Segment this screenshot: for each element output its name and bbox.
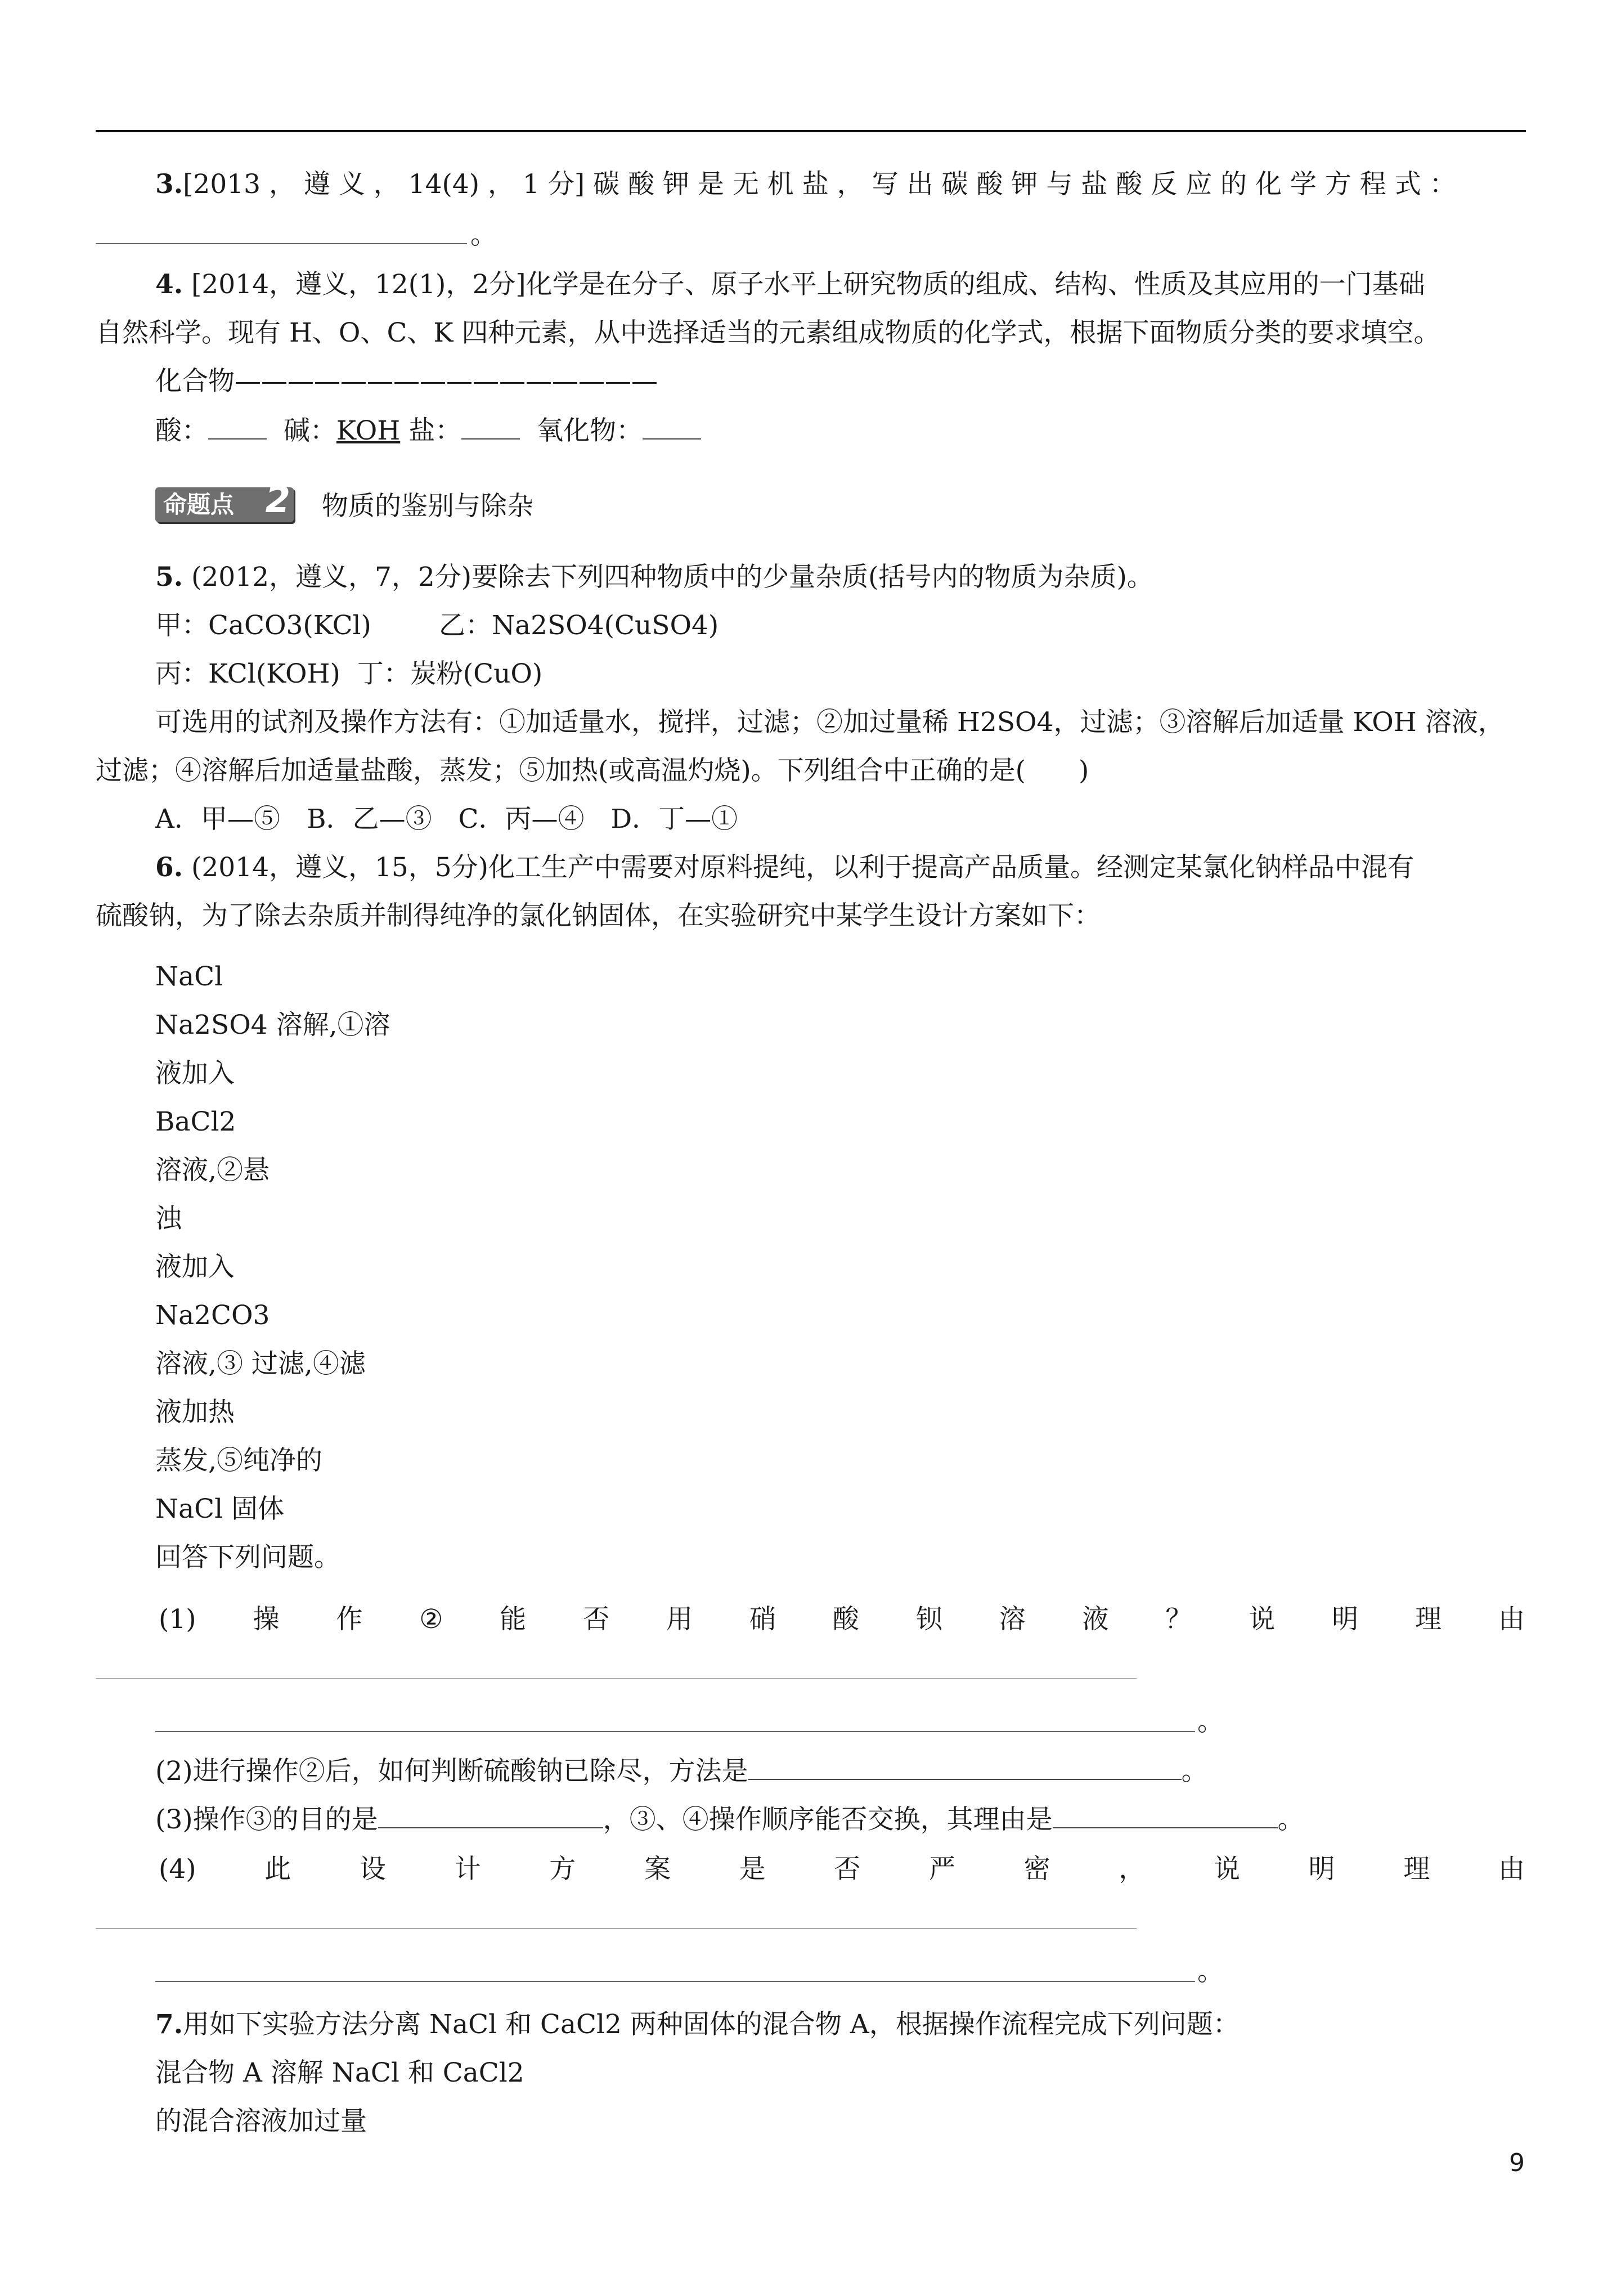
q5-item-jia: 甲：CaCO3(KCl) bbox=[155, 610, 371, 641]
q6-sub3-blank-2[interactable] bbox=[1053, 1806, 1278, 1828]
q6-flow-step: NaCl 固体 bbox=[155, 1494, 285, 1524]
q6-flow-step: 液加入 bbox=[155, 1252, 235, 1282]
q3-period: 。 bbox=[470, 219, 497, 250]
q4-line2: 自然科学。现有 H、O、C、K 四种元素，从中选择适当的元素组成物质的化学式，根据下面物质分类的要求填空。 bbox=[96, 317, 1440, 348]
q5-methods-line2: 过滤；④溶解后加适量盐酸，蒸发；⑤加热(或高温灼烧)。下列组合中正确的是( ) bbox=[96, 755, 1089, 786]
q3-line1: 3.[2013 ， 遵 义 ， 14(4) ， 1 分] 碳 酸 钾 是 无 机 盐 ， 写 出 碳 酸 钾 与 盐 酸 反 应 的 化 学 方 程 式 ： bbox=[155, 169, 1456, 200]
q6-sub3: (3)操作③的目的是 ，③、④操作顺序能否交换，其理由是 。 bbox=[155, 1804, 1304, 1835]
q6-flow-step: BaCl2 bbox=[155, 1106, 236, 1137]
q6-line1: 6. (2014，遵义，15，5分)化工生产中需要对原料提纯，以利于提高产品质量。经测定某氯化钠样品中混有 bbox=[155, 852, 1415, 883]
q6-sub2-blank[interactable] bbox=[748, 1757, 1182, 1780]
q6-sub1-blank-2[interactable] bbox=[155, 1731, 1195, 1732]
section-title: 物质的鉴别与除杂 bbox=[322, 491, 533, 522]
q7-line3: 的混合溶液加过量 bbox=[155, 2106, 367, 2137]
oxide-blank[interactable] bbox=[643, 417, 701, 440]
q6-flow-step: 溶液,③ 过滤,④滤 bbox=[155, 1348, 366, 1379]
header-rule bbox=[96, 130, 1526, 132]
q6-sub1-period: 。 bbox=[1197, 1706, 1224, 1737]
q5-item-yi: 乙：Na2SO4(CuSO4) bbox=[439, 610, 719, 641]
q6-flow-step: Na2CO3 bbox=[155, 1300, 270, 1331]
q6-sub2: (2)进行操作②后，如何判断硫酸钠已除尽，方法是 。 bbox=[155, 1756, 1208, 1787]
q5-options: A．甲—⑤ B．乙—③ C．丙—④ D．丁—① bbox=[155, 804, 738, 835]
q6-sub4: (4) 此 设 计 方 案 是 否 严 密 ， 说 明 理 由 bbox=[159, 1854, 1525, 1885]
q6-sub4-period: 。 bbox=[1197, 1956, 1224, 1987]
q7-line1: 7.用如下实验方法分离 NaCl 和 CaCl2 两种固体的混合物 A，根据操作流程完成下列问题： bbox=[155, 2009, 1240, 2040]
q6-flow-step: NaCl bbox=[155, 961, 223, 992]
q7-line2: 混合物 A 溶解 NaCl 和 CaCl2 bbox=[155, 2057, 524, 2088]
acid-blank[interactable] bbox=[208, 417, 267, 440]
q6-sub1-blank-1[interactable] bbox=[96, 1678, 1137, 1679]
q4-line1: 4. [2014，遵义，12(1)，2分]化学是在分子、原子水平上研究物质的组成、结构、性质及其应用的一门基础 bbox=[155, 269, 1425, 300]
salt-blank[interactable] bbox=[461, 417, 520, 440]
q6-sub4-blank-2[interactable] bbox=[155, 1981, 1195, 1982]
q6-sub4-blank-1[interactable] bbox=[96, 1928, 1137, 1929]
q6-sub1: (1) 操 作 ② 能 否 用 硝 酸 钡 溶 液 ？ 说 明 理 由 bbox=[159, 1604, 1525, 1635]
q5-line1: 5. (2012，遵义，7，2分)要除去下列四种物质中的少量杂质(括号内的物质为杂质)。 bbox=[155, 562, 1153, 593]
q6-flow-step: 浊 bbox=[155, 1203, 182, 1234]
q6-flow-step: 蒸发,⑤纯净的 bbox=[155, 1445, 322, 1476]
q6-flow-step: 液加热 bbox=[155, 1397, 235, 1428]
q5-items-bing-ding: 丙：KCl(KOH) 丁：炭粉(CuO) bbox=[155, 658, 543, 689]
q6-flow-step: 溶液,②悬 bbox=[155, 1155, 270, 1186]
page-number: 9 bbox=[1509, 2149, 1525, 2177]
q6-prompt: 回答下列问题。 bbox=[155, 1542, 340, 1573]
q6-flow-step: 液加入 bbox=[155, 1058, 235, 1089]
q6-line2: 硫酸钠，为了除去杂质并制得纯净的氯化钠固体，在实验研究中某学生设计方案如下： bbox=[96, 900, 1101, 931]
q3-answer-blank[interactable] bbox=[96, 243, 467, 244]
q4-line3: 化合物———————————————— bbox=[155, 366, 658, 397]
q6-sub3-blank-1[interactable] bbox=[378, 1806, 603, 1828]
q6-flow-step: Na2SO4 溶解,①溶 bbox=[155, 1010, 390, 1041]
q5-methods-line1: 可选用的试剂及操作方法有：①加适量水，搅拌，过滤；②加过量稀 H2SO4，过滤；③溶解后加适量 KOH 溶液， bbox=[155, 707, 1505, 738]
section-badge: 命题点 2 bbox=[155, 487, 294, 522]
q4-classify-line: 酸： 碱：KOH 盐： 氧化物： bbox=[155, 414, 701, 448]
